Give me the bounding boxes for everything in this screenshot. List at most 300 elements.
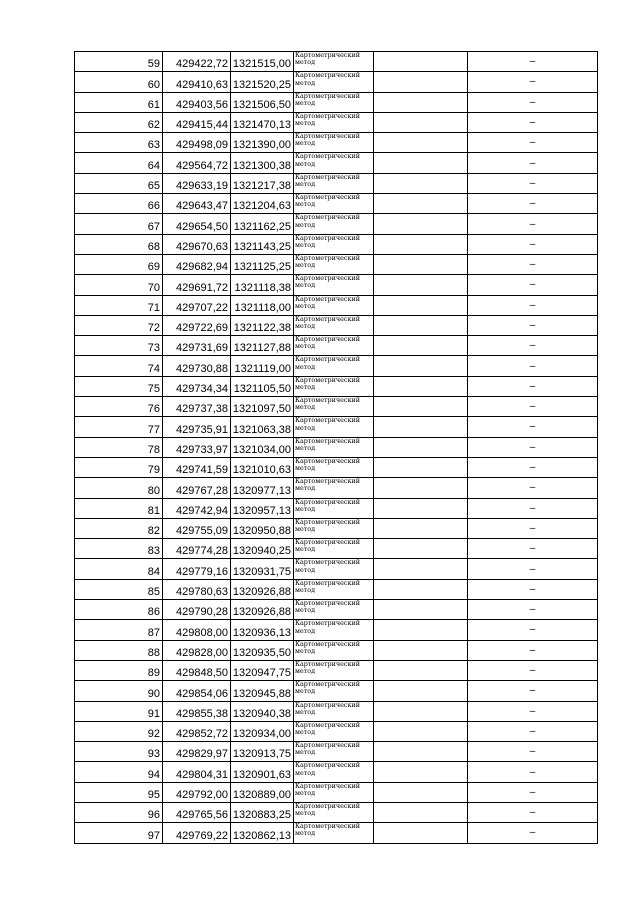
method-cell — [294, 498, 374, 518]
note-dash: – — [468, 336, 598, 356]
coordinate-y: 1321105,50 — [231, 376, 294, 396]
coordinate-y: 1320950,88 — [231, 518, 294, 538]
coordinate-x: 429804,31 — [163, 762, 231, 782]
table-row — [75, 762, 598, 782]
empty-cell — [374, 802, 468, 822]
method-text: Картометрический метод — [295, 51, 360, 67]
method-text: Картометрический метод — [295, 701, 360, 716]
method-text: Картометрический метод — [295, 457, 360, 473]
point-number: 73 — [75, 336, 163, 356]
table-row — [75, 457, 598, 477]
method-text: Картометрический метод — [295, 355, 360, 371]
method-text: Картометрический метод — [295, 558, 360, 574]
note-dash: – — [468, 153, 598, 173]
point-number: 95 — [75, 782, 163, 802]
table-row — [75, 802, 598, 822]
method-cell — [294, 153, 374, 173]
note-dash: – — [468, 640, 598, 660]
method-text: Картометрический метод — [295, 761, 360, 777]
method-cell — [294, 315, 374, 335]
note-dash: – — [468, 112, 598, 132]
method-cell — [294, 133, 374, 153]
note-dash: – — [468, 701, 598, 721]
note-dash: – — [468, 579, 598, 599]
note-dash: – — [468, 295, 598, 315]
empty-cell — [374, 315, 468, 335]
point-number: 63 — [75, 133, 163, 153]
coordinate-x: 429774,28 — [163, 539, 231, 559]
method-cell — [294, 823, 374, 843]
point-number: 64 — [75, 153, 163, 173]
table-row — [75, 376, 598, 396]
coordinate-y: 1320889,00 — [231, 782, 294, 802]
coordinate-y: 1320931,75 — [231, 559, 294, 579]
note-dash: – — [468, 254, 598, 274]
table-row — [75, 660, 598, 680]
table-row — [75, 417, 598, 437]
method-text: Картометрический метод — [295, 234, 360, 249]
point-number: 68 — [75, 234, 163, 254]
method-text: Картометрический метод — [295, 254, 360, 270]
empty-cell — [374, 214, 468, 234]
method-text: Картометрический метод — [295, 782, 360, 797]
method-text: Картометрический метод — [295, 213, 360, 229]
method-text: Картометрический метод — [295, 71, 360, 87]
coordinate-x: 429643,47 — [163, 194, 231, 214]
note-dash: – — [468, 620, 598, 640]
coordinate-y: 1320940,38 — [231, 701, 294, 721]
method-text: Картометрический метод — [295, 802, 360, 818]
empty-cell — [374, 559, 468, 579]
method-text: Картометрический метод — [295, 721, 360, 736]
coordinate-x: 429403,56 — [163, 92, 231, 112]
empty-cell — [374, 681, 468, 701]
note-dash: – — [468, 457, 598, 477]
table-row — [75, 579, 598, 599]
method-text: Картометрический метод — [295, 416, 360, 432]
point-number: 80 — [75, 478, 163, 498]
table-row — [75, 640, 598, 660]
note-dash: – — [468, 660, 598, 680]
method-text: Картометрический метод — [295, 315, 360, 331]
note-dash: – — [468, 397, 598, 417]
method-text: Картометрический метод — [295, 335, 360, 351]
empty-cell — [374, 539, 468, 559]
method-cell — [294, 681, 374, 701]
note-dash: – — [468, 498, 598, 518]
coordinate-x: 429790,28 — [163, 600, 231, 620]
coordinate-x: 429691,72 — [163, 275, 231, 295]
coordinate-y: 1321204,63 — [231, 194, 294, 214]
note-dash: – — [468, 315, 598, 335]
empty-cell — [374, 600, 468, 620]
method-cell — [294, 336, 374, 356]
method-cell — [294, 173, 374, 193]
coordinate-x: 429792,00 — [163, 782, 231, 802]
method-text: Картометрический метод — [295, 640, 360, 655]
method-cell — [294, 72, 374, 92]
coordinate-y: 1321118,00 — [231, 295, 294, 315]
table-row — [75, 782, 598, 802]
coordinate-y: 1321506,50 — [231, 92, 294, 112]
method-cell — [294, 92, 374, 112]
table-row — [75, 701, 598, 721]
note-dash: – — [468, 478, 598, 498]
method-text: Картометрический метод — [295, 193, 360, 209]
coordinate-x: 429767,28 — [163, 478, 231, 498]
method-text: Картометрический метод — [295, 477, 360, 493]
note-dash: – — [468, 92, 598, 112]
coordinate-y: 1320935,50 — [231, 640, 294, 660]
method-text: Картометрический метод — [295, 295, 360, 310]
coordinate-x: 429855,38 — [163, 701, 231, 721]
coordinate-x: 429498,09 — [163, 133, 231, 153]
point-number: 76 — [75, 397, 163, 417]
coordinate-y: 1321010,63 — [231, 457, 294, 477]
coordinate-x: 429633,19 — [163, 173, 231, 193]
method-cell — [294, 518, 374, 538]
method-cell — [294, 234, 374, 254]
coordinate-y: 1321034,00 — [231, 437, 294, 457]
coordinate-x: 429731,69 — [163, 336, 231, 356]
note-dash: – — [468, 518, 598, 538]
table-row — [75, 397, 598, 417]
coordinate-y: 1320883,25 — [231, 802, 294, 822]
coordinate-y: 1320862,13 — [231, 823, 294, 843]
note-dash: – — [468, 417, 598, 437]
point-number: 89 — [75, 660, 163, 680]
table-row — [75, 498, 598, 518]
empty-cell — [374, 72, 468, 92]
point-number: 72 — [75, 315, 163, 335]
coordinate-y: 1321143,25 — [231, 234, 294, 254]
method-cell — [294, 194, 374, 214]
coordinate-y: 1320926,88 — [231, 579, 294, 599]
coordinate-y: 1321118,38 — [231, 275, 294, 295]
point-number: 70 — [75, 275, 163, 295]
coordinate-y: 1321515,00 — [231, 52, 294, 72]
point-number: 94 — [75, 762, 163, 782]
coordinate-x: 429854,06 — [163, 681, 231, 701]
table-row — [75, 721, 598, 741]
point-number: 60 — [75, 72, 163, 92]
coordinate-y: 1321119,00 — [231, 356, 294, 376]
method-cell — [294, 539, 374, 559]
empty-cell — [374, 336, 468, 356]
table-row — [75, 356, 598, 376]
coordinate-y: 1320913,75 — [231, 742, 294, 762]
empty-cell — [374, 518, 468, 538]
coordinate-y: 1320901,63 — [231, 762, 294, 782]
point-number: 74 — [75, 356, 163, 376]
point-number: 93 — [75, 742, 163, 762]
method-text: Картометрический метод — [295, 132, 360, 148]
method-cell — [294, 437, 374, 457]
empty-cell — [374, 762, 468, 782]
coordinate-y: 1321162,25 — [231, 214, 294, 234]
point-number: 91 — [75, 701, 163, 721]
table-row — [75, 194, 598, 214]
coordinate-y: 1321520,25 — [231, 72, 294, 92]
coordinate-y: 1321125,25 — [231, 254, 294, 274]
point-number: 75 — [75, 376, 163, 396]
method-cell — [294, 742, 374, 762]
empty-cell — [374, 417, 468, 437]
method-cell — [294, 417, 374, 437]
empty-cell — [374, 397, 468, 417]
coordinate-x: 429707,22 — [163, 295, 231, 315]
coordinates-table — [74, 51, 598, 844]
coordinate-y: 1321470,13 — [231, 112, 294, 132]
table-row — [75, 133, 598, 153]
note-dash: – — [468, 437, 598, 457]
method-cell — [294, 802, 374, 822]
coordinate-y: 1320945,88 — [231, 681, 294, 701]
coordinate-x: 429415,44 — [163, 112, 231, 132]
table-row — [75, 295, 598, 315]
point-number: 84 — [75, 559, 163, 579]
coordinate-x: 429722,69 — [163, 315, 231, 335]
coordinate-x: 429733,97 — [163, 437, 231, 457]
coordinate-x: 429829,97 — [163, 742, 231, 762]
coordinate-y: 1321217,38 — [231, 173, 294, 193]
note-dash: – — [468, 681, 598, 701]
coordinate-x: 429670,63 — [163, 234, 231, 254]
empty-cell — [374, 295, 468, 315]
method-cell — [294, 295, 374, 315]
method-text: Картометрический метод — [295, 274, 360, 290]
coordinate-x: 429410,63 — [163, 72, 231, 92]
method-text: Картометрический метод — [295, 741, 360, 757]
note-dash: – — [468, 742, 598, 762]
coordinate-y: 1321300,38 — [231, 153, 294, 173]
empty-cell — [374, 742, 468, 762]
empty-cell — [374, 173, 468, 193]
empty-cell — [374, 823, 468, 843]
coordinate-x: 429730,88 — [163, 356, 231, 376]
point-number: 97 — [75, 823, 163, 843]
coordinate-x: 429737,38 — [163, 397, 231, 417]
method-text: Картометрический метод — [295, 437, 360, 452]
point-number: 61 — [75, 92, 163, 112]
point-number: 82 — [75, 518, 163, 538]
point-number: 92 — [75, 721, 163, 741]
method-text: Картометрический метод — [295, 498, 360, 513]
method-cell — [294, 52, 374, 72]
point-number: 87 — [75, 620, 163, 640]
point-number: 59 — [75, 52, 163, 72]
note-dash: – — [468, 194, 598, 214]
method-text: Картометрический метод — [295, 538, 360, 554]
table-row — [75, 559, 598, 579]
method-cell — [294, 721, 374, 741]
point-number: 88 — [75, 640, 163, 660]
table-row — [75, 214, 598, 234]
point-number: 69 — [75, 254, 163, 274]
coordinate-y: 1321127,88 — [231, 336, 294, 356]
coordinate-x: 429654,50 — [163, 214, 231, 234]
coordinate-y: 1320926,88 — [231, 600, 294, 620]
empty-cell — [374, 153, 468, 173]
coordinate-x: 429742,94 — [163, 498, 231, 518]
table-row — [75, 336, 598, 356]
note-dash: – — [468, 802, 598, 822]
coordinate-y: 1321097,50 — [231, 397, 294, 417]
table-row — [75, 275, 598, 295]
method-text: Картометрический метод — [295, 619, 360, 635]
table-row — [75, 437, 598, 457]
table-row — [75, 234, 598, 254]
table-row — [75, 315, 598, 335]
method-text: Картометрический метод — [295, 173, 360, 188]
note-dash: – — [468, 559, 598, 579]
coordinate-x: 429808,00 — [163, 620, 231, 640]
empty-cell — [374, 640, 468, 660]
point-number: 81 — [75, 498, 163, 518]
note-dash: – — [468, 72, 598, 92]
table-row — [75, 518, 598, 538]
note-dash: – — [468, 782, 598, 802]
note-dash: – — [468, 539, 598, 559]
empty-cell — [374, 356, 468, 376]
coordinate-x: 429755,09 — [163, 518, 231, 538]
coordinate-x: 429741,59 — [163, 457, 231, 477]
empty-cell — [374, 721, 468, 741]
point-number: 86 — [75, 600, 163, 620]
method-cell — [294, 559, 374, 579]
empty-cell — [374, 376, 468, 396]
empty-cell — [374, 478, 468, 498]
table-row — [75, 72, 598, 92]
coordinate-y: 1321063,38 — [231, 417, 294, 437]
note-dash: – — [468, 823, 598, 843]
coordinate-y: 1320936,13 — [231, 620, 294, 640]
method-cell — [294, 478, 374, 498]
method-cell — [294, 600, 374, 620]
empty-cell — [374, 782, 468, 802]
method-cell — [294, 579, 374, 599]
method-cell — [294, 214, 374, 234]
coordinate-y: 1320957,13 — [231, 498, 294, 518]
point-number: 85 — [75, 579, 163, 599]
point-number: 62 — [75, 112, 163, 132]
method-text: Картометрический метод — [295, 822, 360, 838]
point-number: 71 — [75, 295, 163, 315]
coordinate-x: 429564,72 — [163, 153, 231, 173]
coordinate-x: 429682,94 — [163, 254, 231, 274]
point-number: 78 — [75, 437, 163, 457]
coordinate-y: 1320940,25 — [231, 539, 294, 559]
note-dash: – — [468, 600, 598, 620]
method-cell — [294, 275, 374, 295]
point-number: 66 — [75, 194, 163, 214]
method-cell — [294, 112, 374, 132]
point-number: 90 — [75, 681, 163, 701]
method-text: Картометрический метод — [295, 152, 360, 168]
empty-cell — [374, 112, 468, 132]
method-cell — [294, 701, 374, 721]
table-row — [75, 600, 598, 620]
table-row — [75, 92, 598, 112]
empty-cell — [374, 620, 468, 640]
coordinate-y: 1320934,00 — [231, 721, 294, 741]
method-text: Картометрический метод — [295, 579, 360, 594]
method-cell — [294, 376, 374, 396]
coordinate-x: 429828,00 — [163, 640, 231, 660]
empty-cell — [374, 52, 468, 72]
method-text: Картометрический метод — [295, 518, 360, 534]
table-row — [75, 153, 598, 173]
coordinate-y: 1321122,38 — [231, 315, 294, 335]
coordinate-x: 429852,72 — [163, 721, 231, 741]
method-cell — [294, 762, 374, 782]
point-number: 96 — [75, 802, 163, 822]
method-text: Картометрический метод — [295, 92, 360, 107]
method-cell — [294, 640, 374, 660]
empty-cell — [374, 579, 468, 599]
table-row — [75, 620, 598, 640]
note-dash: – — [468, 275, 598, 295]
coordinate-x: 429422,72 — [163, 52, 231, 72]
note-dash: – — [468, 376, 598, 396]
coordinate-x: 429780,63 — [163, 579, 231, 599]
empty-cell — [374, 437, 468, 457]
note-dash: – — [468, 133, 598, 153]
table-row — [75, 681, 598, 701]
method-cell — [294, 620, 374, 640]
table-row — [75, 112, 598, 132]
method-cell — [294, 356, 374, 376]
empty-cell — [374, 457, 468, 477]
point-number: 77 — [75, 417, 163, 437]
empty-cell — [374, 92, 468, 112]
point-number: 65 — [75, 173, 163, 193]
note-dash: – — [468, 214, 598, 234]
coordinates-table-body — [75, 52, 598, 844]
note-dash: – — [468, 762, 598, 782]
method-cell — [294, 457, 374, 477]
method-cell — [294, 397, 374, 417]
empty-cell — [374, 254, 468, 274]
table-row — [75, 478, 598, 498]
method-text: Картометрический метод — [295, 396, 360, 412]
method-text: Картометрический метод — [295, 660, 360, 676]
method-text: Картометрический метод — [295, 376, 360, 391]
method-text: Картометрический метод — [295, 680, 360, 696]
table-row — [75, 173, 598, 193]
coordinate-x: 429765,56 — [163, 802, 231, 822]
empty-cell — [374, 133, 468, 153]
note-dash: – — [468, 173, 598, 193]
method-text: Картометрический метод — [295, 112, 360, 128]
coordinate-x: 429769,22 — [163, 823, 231, 843]
method-cell — [294, 660, 374, 680]
coordinate-x: 429734,34 — [163, 376, 231, 396]
coordinate-x: 429735,91 — [163, 417, 231, 437]
note-dash: – — [468, 234, 598, 254]
empty-cell — [374, 234, 468, 254]
empty-cell — [374, 660, 468, 680]
table-row — [75, 742, 598, 762]
coordinate-x: 429779,16 — [163, 559, 231, 579]
coordinate-y: 1321390,00 — [231, 133, 294, 153]
point-number: 79 — [75, 457, 163, 477]
method-text: Картометрический метод — [295, 599, 360, 615]
empty-cell — [374, 194, 468, 214]
table-row — [75, 254, 598, 274]
empty-cell — [374, 275, 468, 295]
coordinate-x: 429848,50 — [163, 660, 231, 680]
